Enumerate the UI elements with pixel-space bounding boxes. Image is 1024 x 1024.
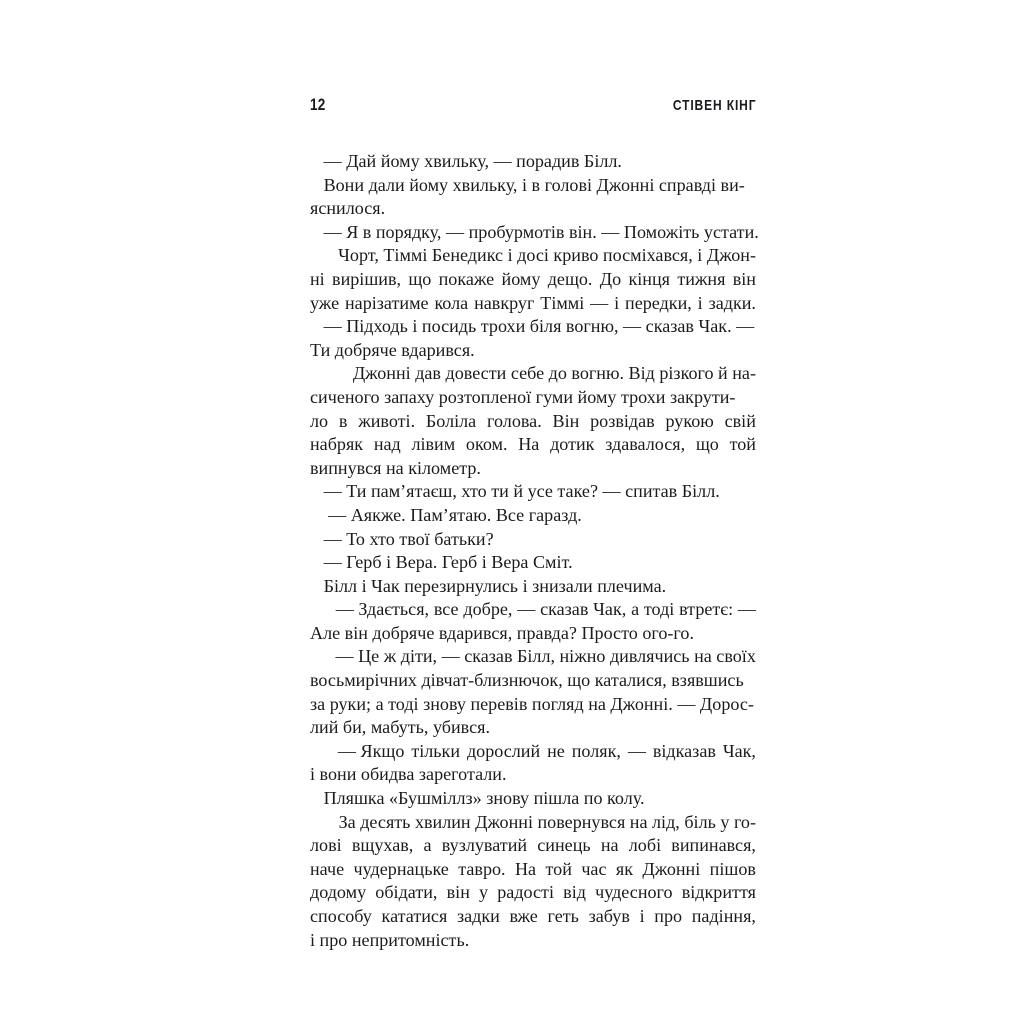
paragraph-indent	[310, 740, 331, 764]
word: і	[614, 292, 620, 313]
word: лобі	[628, 835, 662, 856]
word: наче	[310, 858, 345, 879]
text-line: — Підходь і посидь трохи біля вогню, — сказав Чак. —	[310, 316, 755, 337]
word: покаже	[438, 268, 495, 289]
word: —	[517, 599, 536, 620]
word: Тіммі	[540, 292, 585, 313]
word: Джонні	[642, 858, 701, 879]
word: добре,	[463, 599, 513, 620]
word: дотик	[550, 434, 595, 455]
word: він	[732, 268, 756, 289]
word: тоді	[643, 599, 675, 620]
paragraph	[310, 811, 756, 953]
word: рукою	[665, 410, 714, 431]
word: задки.	[708, 292, 756, 313]
word: йому	[501, 268, 541, 289]
word: тавро.	[458, 858, 506, 879]
paragraph-indent	[310, 362, 331, 386]
running-head-author: СТІВЕН КІНГ	[672, 97, 756, 114]
text-line	[310, 362, 756, 386]
word: — Це	[335, 646, 380, 667]
word: вирішив,	[332, 268, 402, 289]
word: синець	[537, 835, 591, 856]
word: тижня	[677, 268, 726, 289]
word: лівим	[411, 434, 456, 455]
word: дивлячись	[609, 646, 690, 667]
word: ж	[383, 646, 397, 667]
body-text	[310, 150, 759, 952]
word: діти,	[400, 646, 438, 667]
word: способу	[310, 906, 372, 926]
word: як	[615, 858, 634, 879]
word: поляк,	[571, 740, 621, 761]
word: До	[599, 268, 622, 289]
word: Білл,	[517, 646, 555, 667]
text-line: — Герб і Вера. Герб і Вера Сміт.	[310, 552, 573, 573]
word: за руки; а тоді знову перевів погляд на Джонні. — Дорос-	[310, 693, 754, 714]
word: своїх	[716, 646, 756, 667]
paragraph	[310, 740, 756, 787]
word: що	[695, 434, 719, 455]
word: розвідав	[590, 410, 655, 431]
text-line: лий би, мабуть, убився.	[310, 717, 490, 738]
text-line	[310, 693, 756, 717]
text-line: — Аякже. Пам’ятаю. Все гаразд.	[310, 504, 582, 525]
text-line	[310, 740, 756, 764]
text-line	[310, 669, 756, 693]
word: той	[545, 858, 572, 879]
word: — Якщо	[337, 740, 405, 761]
word: восьмирічних дівчат-близнючок, що каталися, взявшись	[310, 670, 744, 691]
text-line	[310, 433, 756, 457]
word: свій	[724, 410, 756, 431]
word: сиченого запаху розтопленої гуми йому трохи закрути-	[310, 386, 736, 407]
text-line: Пляшка «Бушміллз» знову пішла по колу.	[310, 788, 645, 809]
word: і	[639, 906, 645, 926]
paragraph-indent	[310, 645, 331, 669]
word: радості	[497, 882, 554, 903]
word: він	[446, 882, 470, 903]
word: задки	[456, 906, 500, 926]
word: лові	[310, 835, 342, 856]
word: додому	[310, 882, 367, 903]
word: чудесного	[595, 882, 673, 903]
text-line	[310, 598, 756, 622]
text-line	[310, 858, 756, 882]
word: не	[547, 740, 565, 761]
word: відказав	[652, 740, 716, 761]
text-line: — Я в порядку, — пробурмотів він. — Поможіть устати.	[310, 221, 759, 242]
word: від	[563, 882, 586, 903]
word: той	[729, 434, 756, 455]
word: ні	[310, 268, 325, 289]
paragraph	[310, 362, 756, 480]
word: За десять хвилин Джонні повернувся на лід, біль у го-	[338, 811, 756, 832]
word: вузлуватий	[441, 835, 528, 856]
running-head	[310, 96, 756, 122]
word: чудернацьке	[353, 858, 449, 879]
paragraph-indent	[310, 811, 331, 835]
text-line	[310, 905, 756, 929]
text-column	[310, 96, 759, 952]
text-line	[310, 811, 756, 835]
word: животі.	[358, 410, 416, 431]
word: —	[627, 740, 646, 761]
word: відкриття	[681, 882, 756, 903]
word: —	[737, 599, 756, 620]
word: —	[590, 292, 609, 313]
word: дорослий	[466, 740, 541, 761]
text-line: Ти добряче вдарився.	[310, 339, 475, 360]
word: вже	[509, 906, 538, 926]
word: кататися	[381, 906, 448, 926]
word: уже	[310, 292, 340, 313]
word: передки,	[625, 292, 692, 313]
text-line	[310, 292, 756, 316]
word: час	[581, 858, 607, 879]
paragraph	[310, 244, 756, 315]
paragraph	[310, 645, 756, 739]
word: нарізатиме	[344, 292, 429, 313]
text-line: і про непритомність.	[310, 929, 470, 950]
paragraph	[310, 551, 756, 575]
paragraph	[310, 174, 756, 221]
text-line	[310, 645, 756, 669]
paragraph	[310, 598, 756, 645]
word: ніжно	[559, 646, 606, 667]
text-line: і вони обидва зареготали.	[310, 764, 507, 785]
word: голова.	[487, 410, 542, 431]
word: над	[373, 434, 401, 455]
word: дещо.	[547, 268, 593, 289]
paragraph	[310, 787, 756, 811]
text-line	[310, 881, 756, 905]
text-line	[310, 244, 756, 268]
text-line: Але він добряче вдарився, правда? Просто ого-го.	[310, 622, 694, 643]
word: На	[514, 858, 537, 879]
paragraph	[310, 528, 756, 552]
paragraph-indent	[310, 598, 331, 622]
word: ло	[310, 410, 329, 431]
word: випинався,	[671, 835, 756, 856]
word: Чак,	[593, 599, 627, 620]
word: Чак,	[722, 740, 756, 761]
word: обідати,	[375, 882, 438, 903]
word: здавалося,	[605, 434, 686, 455]
word: тільки	[411, 740, 461, 761]
word: про	[654, 906, 683, 926]
text-line	[310, 410, 756, 434]
word: що	[408, 268, 432, 289]
word: сказав	[464, 646, 513, 667]
word: а	[631, 599, 640, 620]
word: навкруг	[474, 292, 535, 313]
text-line: — То хто твої батьки?	[310, 528, 494, 549]
word: падіння,	[691, 906, 756, 926]
word: у	[479, 882, 489, 903]
text-line: випнувся на кілометр.	[310, 457, 481, 478]
word: На	[518, 434, 540, 455]
word: Він	[552, 410, 580, 431]
text-line: — Ти пам’ятаєш, хто ти й усе таке? — спитав Білл.	[310, 481, 720, 502]
paragraph	[310, 315, 756, 362]
paragraph	[310, 504, 756, 528]
paragraph	[310, 150, 756, 174]
word: геть	[547, 906, 579, 926]
text-line	[310, 834, 756, 858]
word: в	[338, 410, 348, 431]
word: —	[441, 646, 460, 667]
word: забув	[588, 906, 630, 926]
word: Джонні дав довести себе до вогню. Від різкого й на-	[352, 363, 756, 384]
word: Чорт, Тіммі Бенедикс і досі криво посміхався, і Джон-	[338, 245, 756, 266]
word: сказав	[540, 599, 589, 620]
word: на	[600, 835, 619, 856]
text-line: Білл і Чак перезирнулись і знизали плечима.	[310, 575, 667, 596]
word: оком.	[465, 434, 508, 455]
word: втретє:	[679, 599, 734, 620]
text-line: яснилося.	[310, 198, 386, 219]
word: кінця	[628, 268, 670, 289]
word: вщухав,	[351, 835, 414, 856]
text-line: — Дай йому хвильку, — порадив Білл.	[310, 151, 622, 171]
word: і	[697, 292, 703, 313]
word: — Здається,	[335, 599, 430, 620]
paragraph	[310, 480, 756, 504]
word: а	[423, 835, 432, 856]
paragraph	[310, 575, 756, 599]
text-line	[310, 386, 756, 410]
word: пішов	[709, 858, 756, 879]
paragraph	[310, 221, 759, 245]
word: на	[694, 646, 712, 667]
word: кола	[434, 292, 469, 313]
text-line	[310, 268, 756, 292]
text-line: Вони дали йому хвильку, і в голові Джонні справді ви-	[310, 174, 745, 195]
word: все	[433, 599, 459, 620]
page-number: 12	[310, 96, 326, 114]
word: Боліла	[425, 410, 477, 431]
word: набряк	[310, 434, 364, 455]
paragraph-indent	[310, 244, 331, 268]
